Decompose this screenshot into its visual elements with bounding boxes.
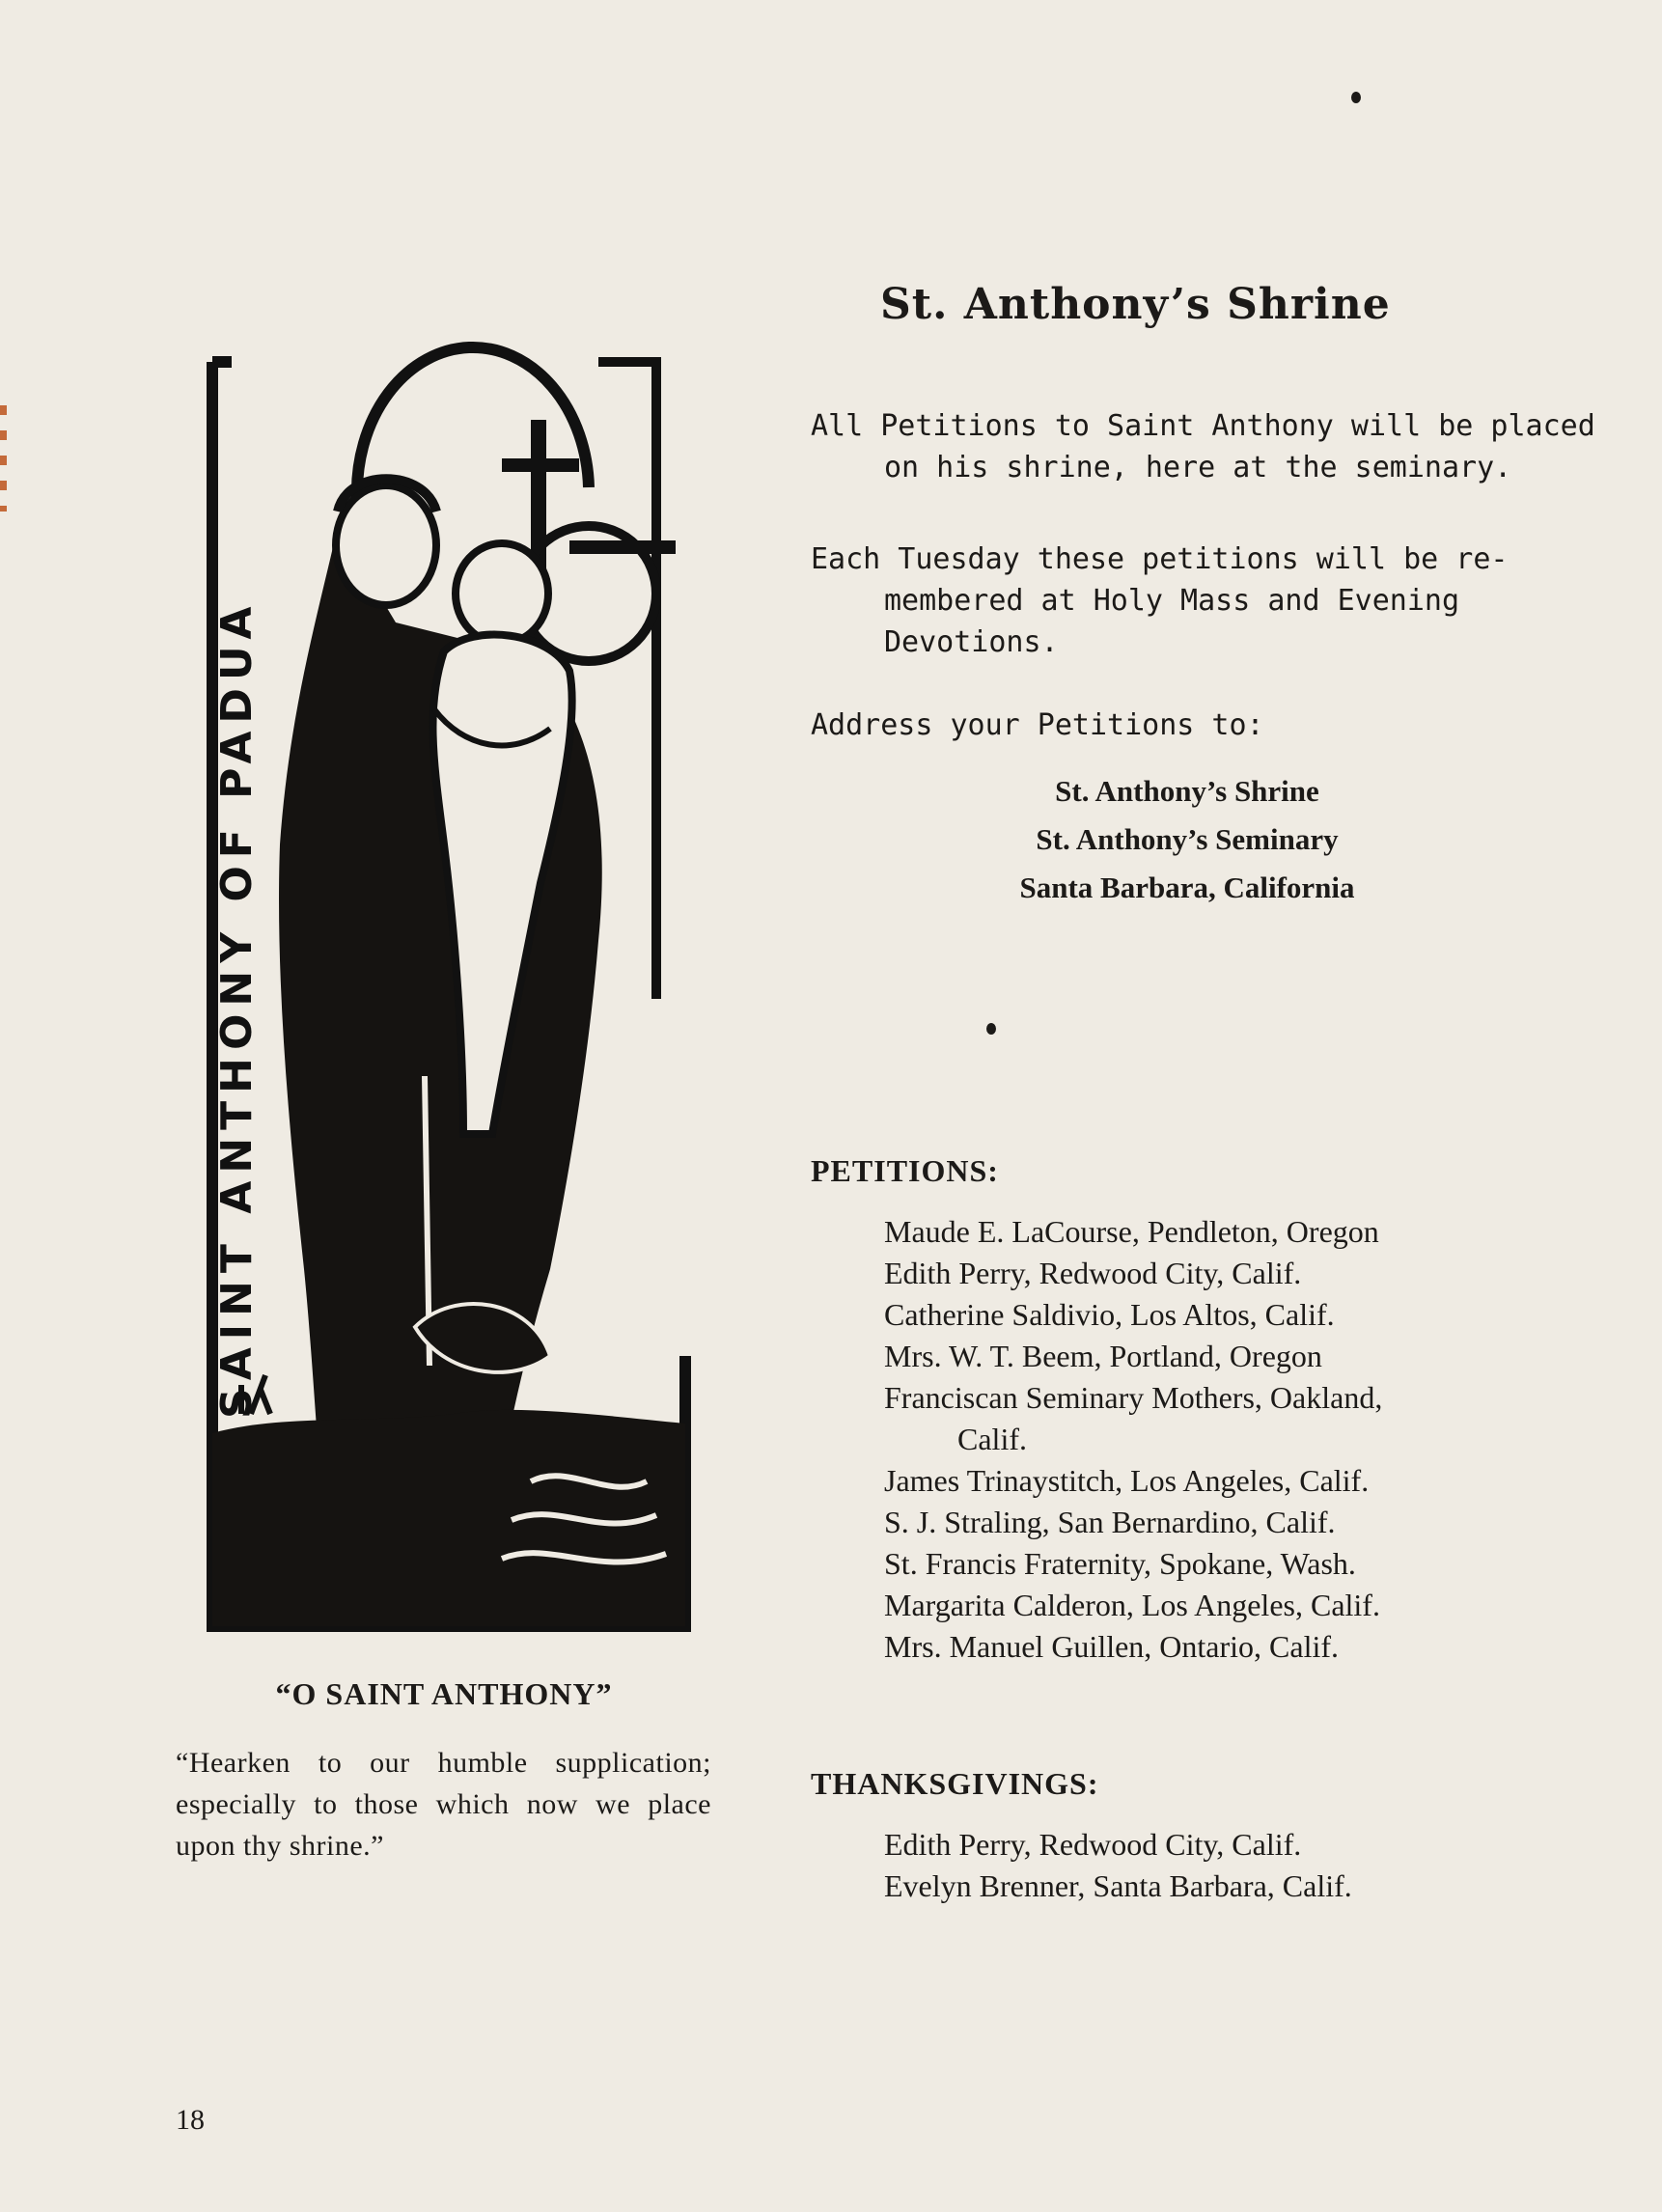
address-prompt xyxy=(811,705,1583,746)
list-item: St. Francis Fraternity, Spokane, Wash. xyxy=(884,1546,1356,1581)
petitions-heading: PETITIONS: xyxy=(811,1153,999,1188)
caption-body: “Hearken to our humble supplication; especially to those which now we place upon thy shrine.” xyxy=(176,1747,711,1862)
list-item: Mrs. Manuel Guillen, Ontario, Calif. xyxy=(884,1629,1340,1664)
shrine-address xyxy=(811,767,1564,912)
list-item: Mrs. W. T. Beem, Portland, Oregon xyxy=(884,1339,1322,1373)
ink-speck xyxy=(1351,92,1361,103)
thanksgivings-list xyxy=(884,1824,1598,1907)
list-item: Edith Perry, Redwood City, Calif. xyxy=(884,1256,1302,1290)
list-item: S. J. Straling, San Bernardino, Calif. xyxy=(884,1505,1336,1539)
intro-1-line-1: All Petitions to Saint Anthony will be placed xyxy=(811,409,1595,443)
petitions-list xyxy=(884,1211,1598,1668)
intro-paragraph-1 xyxy=(811,405,1595,488)
intro-paragraph-2 xyxy=(811,539,1583,663)
intro-2-line-1: Each Tuesday these petitions will be re- xyxy=(811,542,1509,576)
vertical-caption-saint-anthony: SAINT ANTHONY OF PADUA xyxy=(212,598,262,1419)
list-item: Evelyn Brenner, Santa Barbara, Calif. xyxy=(884,1868,1352,1903)
intro-2-line-3: Devotions. xyxy=(884,625,1059,659)
caption-title: “O SAINT ANTHONY” xyxy=(275,1676,613,1711)
list-item: James Trinaystitch, Los Angeles, Calif. xyxy=(884,1463,1370,1498)
intro-2-line-2: membered at Holy Mass and Evening xyxy=(884,584,1460,618)
thanksgivings-heading: THANKSGIVINGS: xyxy=(811,1766,1099,1801)
page-edge-marks xyxy=(0,405,7,512)
address-prompt-text: Address your Petitions to: xyxy=(811,708,1264,742)
intro-1-line-2: on his shrine, here at the seminary. xyxy=(884,451,1512,484)
list-item: Edith Perry, Redwood City, Calif. xyxy=(884,1827,1302,1862)
list-item: Catherine Saldivio, Los Altos, Calif. xyxy=(884,1297,1335,1332)
page-number: 18 xyxy=(176,2104,205,2136)
list-item: Franciscan Seminary Mothers, Oakland, xyxy=(884,1380,1383,1415)
ink-speck xyxy=(986,1023,996,1035)
address-line-2: St. Anthony’s Seminary xyxy=(1036,822,1339,856)
list-item-continuation: Calif. xyxy=(957,1422,1027,1456)
list-item: Maude E. LaCourse, Pendleton, Oregon xyxy=(884,1214,1379,1249)
article-title: St. Anthony’s Shrine xyxy=(880,280,1391,329)
address-line-1: St. Anthony’s Shrine xyxy=(1055,774,1319,808)
address-line-3: Santa Barbara, California xyxy=(1019,871,1355,904)
list-item: Margarita Calderon, Los Angeles, Calif. xyxy=(884,1588,1380,1622)
